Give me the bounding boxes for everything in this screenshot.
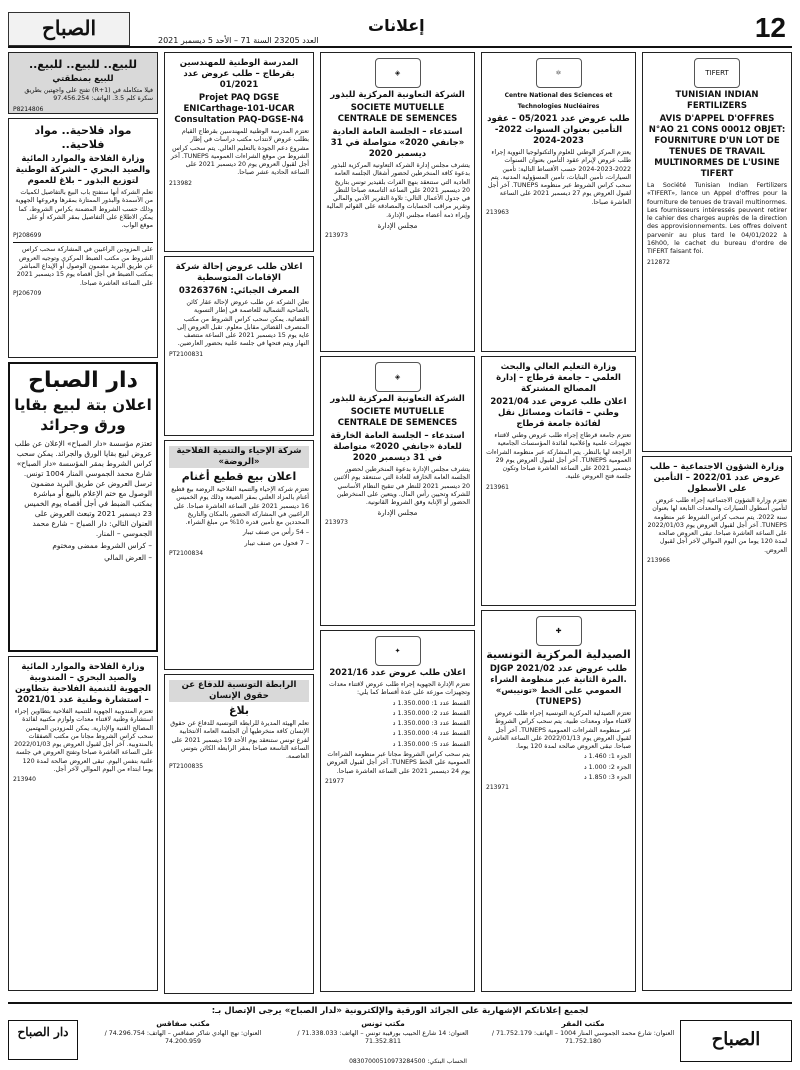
footer-dar-logo: دار الصباح [8,1020,78,1060]
divider [13,242,153,243]
ad-heading: استدعاء – الجلسة العامة الخارقة للعادة «جانفي 2020» متواصلة في 31 ديسمبر 2020 [330,431,465,463]
ad-reference: 213940 [13,776,36,784]
ad-subtitle: بلاغ [229,704,249,717]
bigad-title: دار الصباح [28,368,138,393]
human-rights-league-notice [164,674,314,994]
seed-cooperative-ordinary-meeting [320,52,475,352]
farm-supplies-ad [8,118,158,358]
bank-account: الحساب البنكي: 08307000510973284500 [349,1058,467,1065]
ad-text: تعتزم الصيدلية المركزية التونسية إجراء طلب عروض لاقتناء مواد ومعدات طبية. يتم سحب كراس الشروط عبر منظومة الشراءات العمومية TUNEPS. آخر أجل لقبول العروض يوم 2022/01/13 على الساعة العاشرة صباحا. تبقى العروض صالحة لمدة 120 يوما. [488,710,631,751]
ad-reference: 213982 [169,179,192,187]
ad-subtitle: اعلان طلب عروض عدد 2021/04 وطني – قائمات ومسائل نقل لفائدة جامعة قرطاج [490,397,627,429]
footer-logo: الصباح [680,1020,792,1062]
ad-subtitle: AVIS D'APPEL D'OFFRES N°AO 21 CONS 00012 OBJET: FOURNITURE D'UN LOT DE TENUES DE TRAVAIL MULTINORMES DE L'USINE TIFERT [648,114,786,179]
central-pharmacy-tender [481,610,636,992]
ad-text: يتم سحب كراس الشروط مجانا عبر منظومة الشراءات العمومية على الخط TUNEPS. آخر أجل لقبول العروض يوم 24 ديسمبر 2021 على الساعة العاشرة صباحا. [326,751,470,775]
nuclear-center-insurance-tender [481,52,636,352]
ad-title: اعلان طلب عروض عدد 2021/16 [329,668,466,678]
ad-title: طلب عروض عدد 05/2021 – عقود التأمين بعنوان السنوات 2022-2023-2024 [487,114,630,146]
national-consultation-ad [8,656,158,991]
ad-title: المدرسة الوطنية للمهندسين بقرطاج – طلب عروض عدد 01/2021 [179,58,299,90]
ad-reference: 213971 [486,784,509,792]
lot-item: القسط عدد 2: 1.350.000 د [392,709,470,717]
column-3 [320,52,475,996]
classifieds-text: فيلا متكاملة في (R+1) تفتح على واجهتين بطريق سكرة كلم 3.5. الهاتف: 97.456.254 [24,87,153,103]
ad-reference: 213973 [325,519,348,527]
ad-title: وزارة التعليم العالي والبحث العلمي – جامعة قرطاج – إدارة المصالح المشتركة [496,362,621,394]
ministry-heading: وزارة الفلاحة والموارد المائية والصيد البحري – المندوبية الجهوية للتنمية الفلاحية بتطاوين – استشارة وطنية عدد 2021/01 [14,662,151,705]
office-title: مكتب تونس [361,1019,405,1028]
office-tunis [288,1020,478,1047]
ad-reference: PJ208699 [13,232,42,240]
ad-text: يتشرف مجلس الإدارة بدعوة المنخرطين لحضور الجلسة العامة الخارقة للعادة التي ستنعقد يوم الاثنين 20 ديسمبر 2021 للنظر في تنقيح النظام الأساسي للشركة وتحيين رأس المال. ويتعين على المنخرطين الحضور أو الإنابة وفق الشروط القانونية. [333,466,470,507]
ad-title: شركة الإحياء والتنمية الفلاحية «الروضة» [169,446,309,468]
ad-text: يعتزم المركز الوطني للعلوم والتكنولوجيا النووية إجراء طلب عروض لإبرام عقود التأمين بعنوان السنوات 2022-2023-2024 حسب الأقساط التالية: تأمين السيارات، تأمين البنايات، تأمين المسؤولية المدنية. يتم سحب كراس الشروط عبر منظومة TUNEPS. آخر أجل لقبول العروض يوم 27 ديسمبر 2021 على الساعة العاشرة صباحا. [487,149,631,206]
ad-text: تعلن الشركة عن طلب عروض لإحالة عقار كائن بالضاحية الشمالية للعاصمة في إطار التسوية القضائية. يمكن سحب كراس الشروط من مكتب المتصرف القضائي مقابل معلوم. تقبل العروض إلى غاية يوم 15 ديسمبر 2021 على الساعة منتصف النهار ويتم فتحها في جلسة علنية بحضور العارضين. [177,299,309,348]
column-4 [481,52,636,996]
sheep-sale-ad [164,440,314,670]
issue-line: العدد 23205 السنة 71 – الأحد 5 ديسمبر 2021 [158,36,319,45]
cooperative-logo-icon: ◈ [375,58,421,88]
column-5 [642,52,792,996]
tifert-tender-notice [642,52,792,452]
cooperative-logo-icon: ◈ [375,362,421,392]
page-footer [8,1002,792,1066]
signature: مجلس الإدارة [377,222,418,231]
ad-reference: 213973 [325,232,348,240]
ad-subtitle: Projet PAQ DGSE ENICarthage-101-UCAR Consultation PAQ-DGSE-N4 [174,93,304,125]
ad-reference: P8214806 [13,105,44,113]
ad-title: اعلان طلب عروض إحالة شركة الإقامات المتوسطية [175,262,303,283]
ad-title: الشركة التعاونية المركزية للبذور [330,90,465,100]
engineering-school-tender [164,52,314,252]
ad-text: تعلم الهيئة المديرة للرابطة التونسية للدفاع عن حقوق الإنسان كافة منخرطيها أن الجلسة العامة الانتخابية لفرع تونس ستنعقد يوم الأحد 19 ديسمبر 2021 على الساعة التاسعة صباحا بمقر الرابطة الكائن بتونس العاصمة. [170,720,309,761]
office-headquarters [488,1020,678,1047]
list-item: الجزء 2: 1.000 د [583,763,631,771]
farm-title: مواد فلاحية.. مواد فلاحية.. [34,124,132,151]
lot-item: القسط عدد 5: 1.350.000 د [392,740,470,748]
page-number: 12 [754,12,786,43]
carthage-university-tender [481,356,636,606]
ad-text: تعتزم الإدارة الجهوية إجراء طلب عروض لاقتناء معدات وتجهيزات موزعة على عدة أقساط كما يلي: [329,681,470,697]
ad-text: La Société Tunisian Indian Fertilizers «TIFERT», lance un Appel d'offres pour la fourniture de tenues de travail multinormes. Les fournisseurs intéressés peuvent retirer le cahier des charges auprès de la direction des approvisionnements. Les offres doivent parvenir au plus tard le 04/01/2022 à 16h00, le cachet du bureau d'ordre de TIFERT faisant foi. [647,182,787,256]
office-details: العنوان: 14 شارع الحبيب بورقيبة تونس – الهاتف: 71.338.033 / 71.352.811 [297,1029,469,1045]
pharmacy-logo-icon: ✚ [536,616,582,646]
footer-banner: لجميع إعلاناتكم الإشهارية على الجرائد الورقية والإلكترونية «لدار الصباح» يرجى الإتصال بـ: [211,1006,589,1016]
list-item: الجزء 3: 1.850 د [583,774,631,782]
ad-title: الشركة التعاونية المركزية للبذور [330,394,465,404]
office-details: العنوان: نهج الهادي شاكر صفاقس – الهاتف: 74.296.754 / 74.200.959 [104,1029,262,1045]
ad-subtitle: SOCIETE MUTUELLE CENTRALE DE SEMENCES [337,103,458,124]
ad-title: وزارة الشؤون الاجتماعية – طلب عروض عدد 2022/01 – التأمين على الأسطول [649,462,785,494]
ad-reference: PT2100834 [169,550,204,558]
office-details: العنوان: شارع محمد الجموسي المنار 1004 – الهاتف: 71.752.179 / 71.752.180 [491,1029,675,1045]
social-affairs-tender [642,456,792,991]
bigad-list-item: – العرض المالي [104,553,152,562]
ad-title: TUNISIAN INDIAN FERTILIZERS [675,90,759,111]
office-title: مكتب المقر [561,1019,605,1028]
farm-text: تعلم الشركة أنها ستفتح باب البيع بالتفاصيل لكميات من الأسمدة والبذور الممتازة بمقرها وفروعها الجهوية وذلك حسب الشروط المضمنة بكراس الشروط، كما يمكن الاطلاع على التفاصيل بمقر الشركة أو على موقع الواب. [15,189,153,230]
ad-reference: 213966 [647,557,670,565]
ad-reference: 213961 [486,483,509,491]
tifert-logo-icon: TIFERT [694,58,740,88]
section-title: إعلانات [368,16,425,35]
ministry-heading: وزارة الفلاحة والموارد المائية والصيد البحري – الشركة الوطنية لتوزيع البذور – بلاغ للعموم [15,154,151,186]
list-item: – 54 رأس من صنف تيبار [242,529,309,537]
ad-reference: PT2100831 [169,350,204,358]
list-item: – 7 فحول من صنف تيبار [244,539,309,547]
bigad-text: تعتزم مؤسسة «دار الصباح» الإعلان عن طلب عروض لبيع بقايا الورق والجرائد. يمكن سحب كراس الشروط بمقر المؤسسة «دار الصباح» شارع محمد الجموسي المنار 1004 تونس. ترسل العروض عن طريق البريد مضمون الوصول مع ختم الإعلام بالبيع أو مباشرة بمكتب الضبط في أجل أقصاه يوم الخميس 23 ديسمبر 2021 وتبعث العروض على العنوان التالي: دار الصباح – شارع محمد الجموسي – المنار. [14,439,152,538]
office-title: مكتب صفاقس [156,1019,210,1028]
ad-text: تعتزم جامعة قرطاج إجراء طلب عروض وطني لاقتناء تجهيزات علمية وإعلامية لفائدة المؤسسات الجامعية الراجعة لها بالنظر. يتم المشاركة عبر منظومة الشراءات العمومية TUNEPS. آخر أجل لقبول العروض يوم 29 ديسمبر 2021 على الساعة العاشرة صباحا وتكون جلسة فتح العروض علنية. [486,432,631,481]
ad-subtitle: اعلان بيع قطيع أغنام [181,470,297,483]
institution-logo-icon: ⚛ [536,58,582,88]
lot-item: القسط عدد 3: 1.350.000 د [392,720,470,728]
ad-reference: 213963 [486,209,509,217]
lot-item: القسط عدد 4: 1.350.000 د [392,730,470,738]
tender-note: على المزودين الراغبين في المشاركة سحب كراس الشروط من مكتب الضبط المركزي وتوجيه العروض عن طريق البريد مضمون الوصول أو الإيداع المباشر بمكتب الضبط في أجل أقصاه يوم 15 ديسمبر 2021 على الساعة العاشرة صباحا. [16,246,153,287]
ad-subtitle: SOCIETE MUTUELLE CENTRALE DE SEMENCES [337,407,458,428]
ad-reference: 212872 [647,258,670,266]
bigad-subtitle: اعلان بتة لبيع بقايا ورق وجرائد [14,396,152,434]
list-item: الجزء 1: 1.460 د [583,753,631,761]
ad-text: يتشرف مجلس إدارة الشركة التعاونية المركزية للبذور بدعوة كافة المنخرطين لحضور أشغال الجلسة العامة العادية التي ستنعقد بنهج الفرات بلفيدير تونس بتاريخ 20 ديسمبر 2021 على الساعة التاسعة صباحا للنظر في جدول الأعمال التالي: تلاوة التقرير الأدبي والمالي وتقرير مراقب الحسابات والمصادقة على القوائم المالية وإبراء ذمة أعضاء مجلس الإدارة. [326,162,470,219]
ad-heading: استدعاء – الجلسة العامة العادية «جانفي 2020» متواصلة في 31 ديسمبر 2020 [330,127,465,159]
office-sfax [88,1020,278,1047]
property-transfer-tender [164,256,314,436]
column-2 [164,52,314,996]
ad-text: تعتزم شركة الإحياء والتنمية الفلاحية الروضة بيع قطيع أغنام بالمزاد العلني بمقر الضيعة وذلك يوم الخميس 16 ديسمبر 2021 على الساعة العاشرة صباحا. على الراغبين في المشاركة الحضور بالمكان والتاريخ المحددين مع تأمين قدره 10% من مبلغ الشراء. [171,486,309,527]
equipment-tender-ad [320,630,475,992]
ad-reference: PJ206709 [13,289,42,297]
ad-subtitle: طلب عروض عدد 2021/02 DJGP .المرة الثانية عبر منظومة الشراء العمومي على الخط «تونيبس» (TUNEPS) [489,664,628,707]
lot-item: القسط عدد 1: 1.350.000 د [392,699,470,707]
column-1 [8,52,158,996]
consultation-text: تعتزم المندوبية الجهوية للتنمية الفلاحية بتطاوين إجراء استشارة وطنية لاقتناء معدات ولوازم مكتبية لفائدة المصالح الفنية والإدارية. يمكن للمزودين المهتمين سحب كراس الشروط مجانا من مكتب الصفقات بالمندوبية. آخر أجل لقبول العروض يوم 2022/01/03 على الساعة العاشرة صباحا وتفتح العروض في جلسة علنية بنفس اليوم. تبقى العروض صالحة لمدة 120 يوما ابتداء من اليوم الموالي لآخر أجل. [14,708,153,774]
dar-assabah-paper-sale-ad [8,362,158,652]
bigad-list-item: – كراس الشروط ممضى ومختوم [52,541,152,550]
classifieds-subtitle: للبيع بمنطقتي [52,74,114,84]
ad-subtitle: المعرف الجبائي: 0326376N [178,286,300,296]
masthead-logo: الصباح [8,12,130,46]
ad-title: الصيدلية المركزية التونسية [486,648,631,661]
page-header [8,12,792,48]
ad-text: تعتزم وزارة الشؤون الاجتماعية إجراء طلب عروض لتأمين أسطول السيارات والمعدات التابعة لها بعنوان سنة 2022. يتم سحب كراس الشروط عبر منظومة TUNEPS. آخر أجل لقبول العروض يوم 2022/01/03 على الساعة العاشرة صباحا. تبقى العروض صالحة لمدة 120 يوما من اليوم الموالي لآخر أجل لقبول العروض. [647,497,787,554]
state-emblem-icon: ✦ [375,636,421,666]
seed-cooperative-extraordinary-meeting [320,356,475,626]
classifieds-box [8,52,158,114]
ad-title: الرابطة التونسية للدفاع عن حقوق الإنسان [169,680,309,702]
classifieds-title: للبيع.. للبيع.. للبيع.. [28,58,138,71]
institution-name: Centre National des Sciences et Technologies Nucléaires [504,92,613,110]
ad-reference: 21977 [325,777,345,785]
ad-reference: PT2100835 [169,763,204,771]
signature: مجلس الإدارة [377,509,418,518]
ad-text: تعتزم المدرسة الوطنية للمهندسين بقرطاج القيام بطلب عروض لانتداب مكتب دراسات في إطار مشروع دعم الجودة بالتعليم العالي. يتم سحب كراس الشروط من موقع الشراءات العمومية TUNEPS. آخر أجل لقبول العروض يوم 20 ديسمبر 2021 على الساعة الحادية عشر صباحا. [170,128,309,177]
